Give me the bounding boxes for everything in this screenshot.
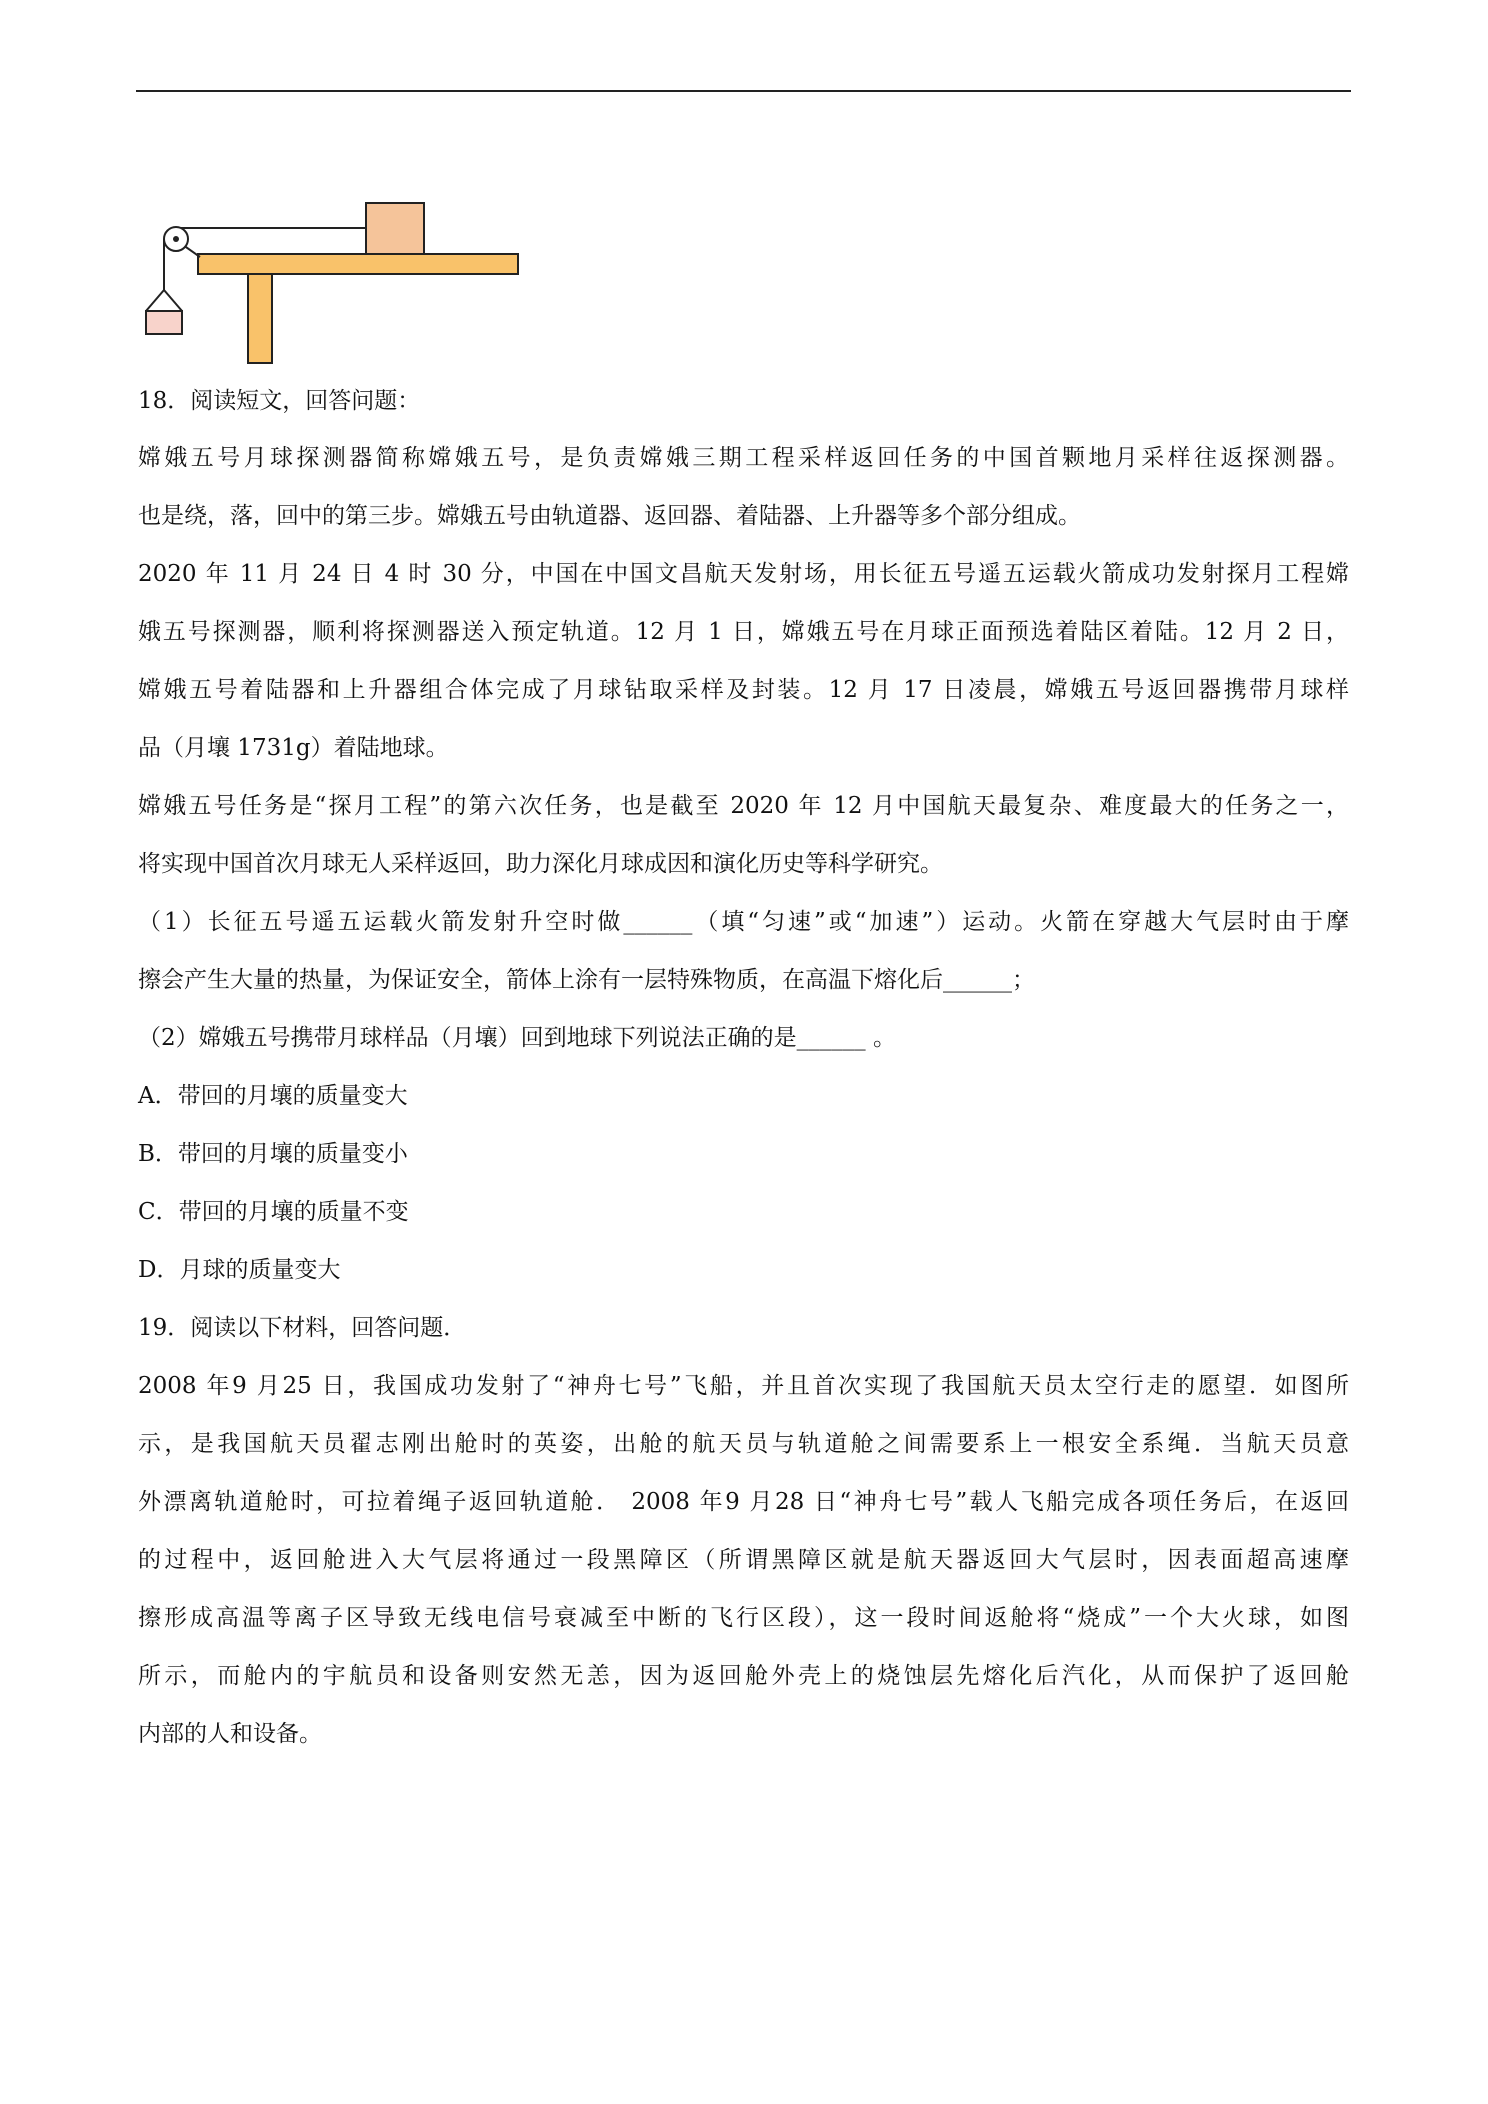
q18-para2-line: 品（月壤 1731g）着陆地球。 [138,735,449,761]
q19-heading: 19．阅读以下材料，回答问题． [138,1315,467,1341]
q18-para3-line: 将实现中国首次月球无人采样返回，助力深化月球成因和演化历史等科学研究。 [138,851,943,877]
header-rule [136,90,1351,92]
q18-para2-line: 娥五号探测器，顺利将探测器送入预定轨道。12 月 1 日，嫦娥五号在月球正面预选着陆区着陆。12 月 2 日， [138,619,1349,645]
option-a: A．带回的月壤的质量变大 [138,1083,408,1109]
q19-para-line: 的过程中，返回舱进入大气层将通过一段黑障区（所谓黑障区就是航天器返回大气层时，因表面超高速摩 [138,1547,1349,1573]
q18-para3-line: 嫦娥五号任务是“探月工程”的第六次任务，也是截至 2020 年 12 月中国航天最复杂、难度最大的任务之一， [138,793,1349,819]
q19-para-line: 所示，而舱内的宇航员和设备则安然无恙，因为返回舱外壳上的烧蚀层先熔化后汽化，从而保护了返回舱 [138,1663,1349,1689]
pulley-table-diagram [138,195,528,365]
q18-sub2: （2）嫦娥五号携带月球样品（月壤）回到地球下列说法正确的是______ 。 [138,1025,896,1051]
q18-para2-line: 嫦娥五号着陆器和上升器组合体完成了月球钻取采样及封装。12 月 17 日凌晨，嫦娥五号返回器携带月球样 [138,677,1349,703]
q18-para2-line: 2020 年 11 月 24 日 4 时 30 分，中国在中国文昌航天发射场，用长征五号遥五运载火箭成功发射探月工程嫦 [138,561,1349,587]
q18-para1-line: 嫦娥五号月球探测器简称嫦娥五号，是负责嫦娥三期工程采样返回任务的中国首颗地月采样往返探测器。 [138,445,1349,471]
table-leg [248,274,272,363]
option-d: D．月球的质量变大 [138,1257,341,1283]
option-b: B．带回的月壤的质量变小 [138,1141,408,1167]
hanging-weight [146,311,182,334]
q18-para1-line: 也是绕，落，回中的第三步。嫦娥五号由轨道器、返回器、着陆器、上升器等多个部分组成。 [138,503,1081,529]
q19-para-line: 外漂离轨道舱时，可拉着绳子返回轨道舱． 2008 年9 月28 日“神舟七号”载人飞船完成各项任务后，在返回 [138,1489,1349,1515]
q19-para-line: 2008 年9 月25 日，我国成功发射了“神舟七号”飞船，并且首次实现了我国航天员太空行走的愿望．如图所 [138,1373,1349,1399]
option-c: C．带回的月壤的质量不变 [138,1199,409,1225]
q19-para-line: 擦形成高温等离子区导致无线电信号衰减至中断的飞行区段），这一段时间返舱将“烧成”一个大火球，如图 [138,1605,1349,1631]
pulley-axle [173,236,179,242]
hook-right [164,290,182,311]
table-top [198,254,518,274]
q18-sub1-line: 擦会产生大量的热量，为保证安全，箭体上涂有一层特殊物质，在高温下熔化后______； [138,967,1035,993]
block-on-table [366,203,424,254]
q18-heading: 18．阅读短文，回答问题： [138,388,421,414]
q18-sub1-line: （1）长征五号遥五运载火箭发射升空时做______（填“匀速”或“加速”）运动。火箭在穿越大气层时由于摩 [138,909,1349,935]
hook-left [146,290,164,311]
q19-para-line: 示，是我国航天员翟志刚出舱时的英姿，出舱的航天员与轨道舱之间需要系上一根安全系绳．当航天员意 [138,1431,1349,1457]
q19-para-line: 内部的人和设备。 [138,1721,322,1747]
